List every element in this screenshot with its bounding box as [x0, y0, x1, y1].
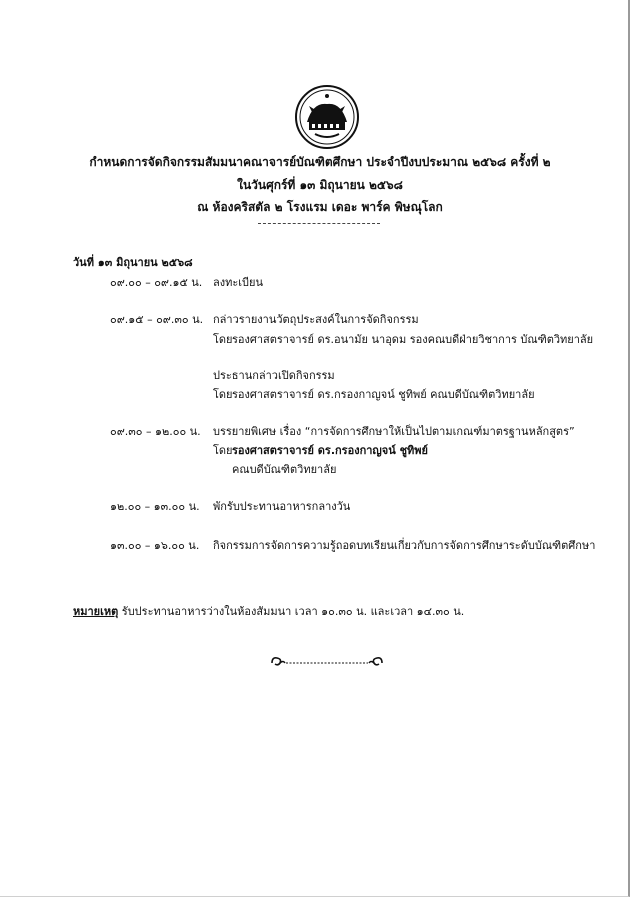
schedule-time: ๐๙.๐๐ – ๐๙.๑๕ น. — [110, 276, 203, 289]
by-label: โดย — [213, 333, 233, 346]
speaker-name: รองศาสตราจารย์ ดร.กรองกาญจน์ ชูทิพย์ — [232, 444, 428, 457]
schedule-desc: พักรับประทานอาหารกลางวัน — [213, 500, 351, 513]
speaker-name: รองศาสตราจารย์ ดร.กรองกาญจน์ ชูทิพย์ คณบดีบัณฑิตวิทยาลัย — [232, 388, 535, 401]
by-label: โดย — [213, 388, 233, 401]
schedule-time: ๑๓.๐๐ – ๑๖.๐๐ น. — [110, 539, 200, 552]
schedule-desc: ลงทะเบียน — [213, 276, 263, 289]
university-seal-logo — [293, 84, 361, 150]
end-ornament-icon — [270, 654, 384, 670]
schedule-desc: ประธานกล่าวเปิดกิจกรรม — [213, 369, 335, 382]
schedule-time: ๐๙.๑๕ – ๐๙.๓๐ น. — [110, 313, 204, 326]
schedule-desc: กิจกรรมการจัดการความรู้ถอดบทเรียนเกี่ยวกับการจัดการศึกษาระดับบัณฑิตศึกษา — [213, 539, 596, 552]
schedule-time: ๑๒.๐๐ – ๑๓.๐๐ น. — [110, 500, 200, 513]
schedule-date: วันที่ ๑๓ มิถุนายน ๒๕๖๘ — [73, 256, 193, 269]
title-line-2: ในวันศุกร์ที่ ๑๓ มิถุนายน ๒๕๖๘ — [237, 178, 403, 192]
footnote-text: รับประทานอาหารว่างในห้องสัมมนา เวลา ๑๐.๓๐ น. และเวลา ๑๔.๓๐ น. — [121, 605, 465, 618]
title-divider — [258, 223, 380, 224]
schedule-time: ๐๙.๓๐ – ๑๒.๐๐ น. — [110, 425, 201, 438]
schedule-desc: บรรยายพิเศษ เรื่อง “การจัดการศึกษาให้เป็นไปตามเกณฑ์มาตรฐานหลักสูตร” — [213, 425, 575, 438]
schedule-desc: กล่าวรายงานวัตถุประสงค์ในการจัดกิจกรรม — [213, 313, 419, 326]
footnote-label: หมายเหตุ — [73, 605, 119, 618]
by-label: โดย — [213, 444, 233, 457]
speaker-name: รองศาสตราจารย์ ดร.อนามัย นาอุดม รองคณบดีฝ่ายวิชาการ บัณฑิตวิทยาลัย — [232, 333, 594, 346]
title-line-3: ณ ห้องคริสตัล ๒ โรงแรม เดอะ พาร์ค พิษณุโลก — [197, 200, 443, 214]
title-line-1: กำหนดการจัดกิจกรรมสัมมนาคณาจารย์บัณฑิตศึกษา ประจำปีงบประมาณ ๒๕๖๘ ครั้งที่ ๒ — [89, 155, 551, 169]
speaker-role: คณบดีบัณฑิตวิทยาลัย — [232, 463, 337, 476]
footnote — [73, 602, 464, 620]
